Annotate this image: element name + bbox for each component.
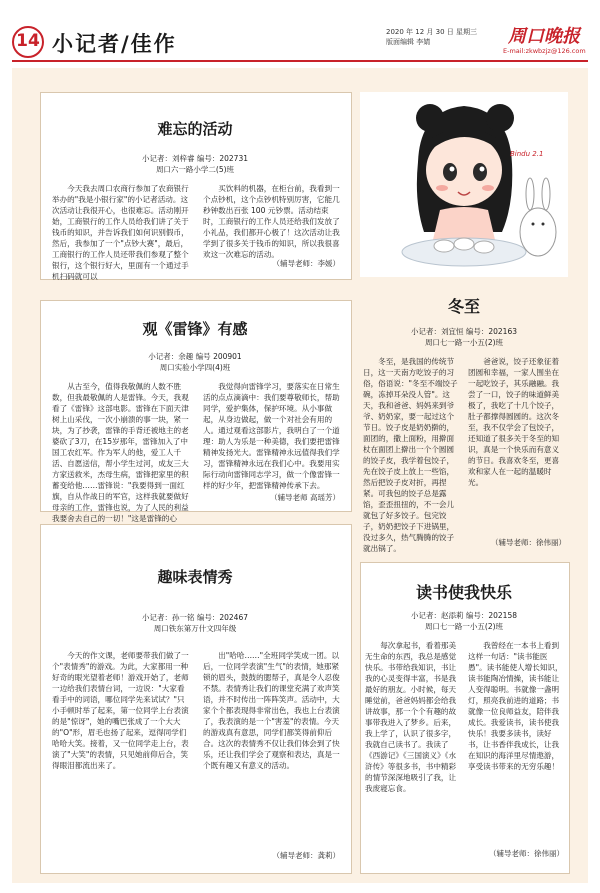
article-teacher-1: （辅导老师：李媛） bbox=[272, 259, 340, 268]
page-header bbox=[0, 0, 600, 62]
girl-dumplings-illustration bbox=[360, 92, 568, 277]
article-byline-4: 小记者：刘宜恒 编号：202163 bbox=[410, 327, 517, 336]
article-school-3: 周口铁东第万什文四年级 bbox=[153, 624, 237, 633]
article-title-2: 观《雷锋》有感 bbox=[142, 320, 248, 338]
article-title-3: 趣味表情秀 bbox=[157, 568, 233, 586]
article-body-2-col2: 我觉得向雷锋学习，要落实在日常生活的点点滴滴中：我们要尊敬师长，帮助同学，爱护集体，保护环境。从小事做起，从身边做起，做一个对社会有用的人。通过观看这部影片，我明白了一个道理：助人为乐是一种美德，我们要把雷锋精神发扬光大。雷锋精神永远值得我们学习，雷锋精神永远在我们心中。我要用实际行动向雷锋同志学习，做一个像雷锋一样的好少年，把雷锋精神传承下去。 bbox=[203, 382, 340, 490]
article-body-2-col1: 从古至今，值得我敬佩的人数不胜数，但我最敬佩的人是雷锋。今天，我观看了《雷锋》这部电影。雷锋在下面天津树上山采伐，一次小崩溃的事一块，紧一块，为了抄袭，雷锋的手背还被地主的老婆砍了3刀，在15岁那年，雷锋加入了中国工农红军。作为军人的他，爱工人千活、自愿送信，帮小学生过河，成友三大方家送救米，杰母生病，雷锋把家里的积蓄变给他……雷锋说："我要得到一面红旗，自从作战日的军官，这样我就要做好母亲的工作，雷锋也说，为了人民的利益我要舍去自己的一切！"这是雷锋的心 bbox=[52, 382, 189, 523]
article-teacher-2: （辅导老师 高瑶芳） bbox=[270, 493, 340, 502]
article-teacher-3: （辅导老师：龚莉） bbox=[272, 851, 340, 860]
issue-meta bbox=[386, 27, 483, 47]
header-divider bbox=[12, 60, 588, 62]
article-body-5-col1: 每次拿起书，看着那美无生命的东西，我总是感觉快乐。书带给我知识，书让我的心灵变得丰富，书是我最好的朋友。小时候，每天睡觉前，爸爸妈妈都会给我讲故事，那一个个有趣的故事带我进入了梦乡。后来，我上学了，认识了很多字，我就自己读书了。我读了《西游记》《三国演义》《水浒传》等很多书，书中精彩的情节深深地吸引了我，让我废寝忘食。 bbox=[365, 641, 457, 793]
section-title: 小记者/佳作 bbox=[52, 31, 177, 56]
illustration-signature: Bindu 2.1 bbox=[510, 150, 544, 158]
page-editor: 版面编辑 李婧 bbox=[386, 38, 431, 46]
article-body-4-col1: 冬至，是我国的传统节日，这一天南方吃饺子的习俗，俗语说："冬至不端饺子碗，冻掉耳朵没人管"。这天，我和爸爸、妈妈来到爷爷、奶奶家，要一起过这个节日。饺子皮是奶奶擀的，面团的，撒上面粉，用擀面杖在面团上擀出一个个圆圆的饺子皮，我学着包饺子，先在饺子皮上放上一些馅，然后把饺子皮对折，再捏紧。可我包的饺子总是露馅，歪歪扭扭的，不一会儿就包了好多饺子。包完饺子，奶奶把饺子下进锅里，没过多久，热气腾腾的饺子就出锅了。 bbox=[363, 357, 458, 553]
issue-date: 2020 年 12 月 30 日 星期三 bbox=[386, 28, 477, 36]
article-title-4: 冬至 bbox=[447, 297, 480, 316]
article-byline-5: 小记者：赵添莉 编号：202158 bbox=[410, 611, 517, 620]
article-teacher-4: （辅导老师：徐伟丽） bbox=[491, 538, 566, 547]
article-teacher-5: （辅导老师：徐伟丽） bbox=[489, 849, 564, 858]
article-title-5: 读书使我快乐 bbox=[415, 583, 512, 602]
article-school-2: 周口实验小学四(4)班 bbox=[159, 363, 231, 372]
newspaper-logo: 周口晚报 bbox=[508, 26, 580, 47]
article-byline-1: 小记者：刘梓睿 编号：202731 bbox=[141, 154, 248, 163]
article-body-3-col1: 今天的作文课，老师要带我们做了一个"表情秀"的游戏。为此，大家都用一种好奇的眼光望着老师！游戏开始了，老师一边给我们表情台词，一边说："大家看看手中的词语，哪位同学先来试试？"只小手顿时举了起来，第一位同学上台表演的是"惊讶"，她的嘴巴张成了一个大大的"O"形，眉毛也扬了起来，逗得同学们哈哈大笑。接着，又一位同学走上台，表演了"大笑"的表情，只见她前仰后合，笑得眼泪都流出来了。 bbox=[52, 651, 189, 770]
article-byline-3: 小记者：孙一铭 编号：202467 bbox=[141, 613, 248, 622]
article-body-1-col2: 买饮料的机器，在柜台前，我看到一个点钞机，这个点钞机特别厉害，它能几秒钟数出百张 100 元钞票。活动结束时，工商银行的工作人员还给我们发放了小礼品，我们都开心极了！这次活动让我学到了很多关于钱币的知识，所以我很喜欢这一次难忘的活动。 bbox=[203, 184, 340, 259]
article-school-1: 周口六一路小学二(5)班 bbox=[155, 165, 235, 174]
page-number: 14 bbox=[12, 26, 44, 58]
article-body-5-col2: 我曾经在一本书上看到这样一句话："读书能医愚"。读书能使人增长知识，读书能陶冶情操，读书能让人变得聪明。书就像一盏明灯，照亮我前进的道路；书就像一位良师益友，陪伴我成长。我爱读书，读书使我快乐！我要多读书，读好书，让书香伴我成长，让我在知识的海洋里尽情遨游，享受读书带来的无穷乐趣！ bbox=[468, 641, 563, 771]
article-body-1-col1: 今天我去周口农商行参加了农商银行举办的"我是小银行家"的小记者活动。这次活动让我很开心，也很难忘。活动刚开始，工商银行的工作人员给我们讲了关于钱币的知识，并告诉我们如何识别假币，然后，我参加了一个"点钞大赛"，最后，工商银行的工作人员还带我们参观了整个银行，这个银行好大，里面有一个通过手机扫码就可以 bbox=[52, 184, 189, 281]
article-byline-2: 小记者：余趣 编号 200901 bbox=[148, 352, 242, 361]
article-title-1: 难忘的活动 bbox=[157, 120, 233, 138]
article-body-4-col2: 爸爸说，饺子还象征着团圆和幸福，一家人围坐在一起吃饺子，其乐融融。我尝了一口，饺子的味道鲜美极了，我吃了十几个饺子，肚子都撑得圆圆的。这次冬至，我不仅学会了包饺子，还知道了很多关于冬至的知识，真是一个快乐而有意义的节日。我喜欢冬至，更喜欢和家人在一起的温暖时光。 bbox=[468, 357, 560, 487]
article-school-4: 周口七一路一小五(2)班 bbox=[424, 338, 504, 347]
article-school-5: 周口七一路一小五(2)班 bbox=[424, 622, 504, 631]
contact-email: E-mail:zkwbzjz@126.com bbox=[503, 47, 586, 55]
article-body-3-col2: 出"哈哈……"全班同学笑成一团。以后，一位同学表演"生气"的表情，她那紧锁的眉头，鼓鼓的腮帮子，真是令人忍俊不禁。表情秀让我们的课堂充满了欢声笑语，并不时传出一阵阵笑声。活动中，大家个个都表现得非常出色，我也上台表演了，我表演的是一个"害羞"的表情。今天的游戏真有意思，同学们都笑得前仰后合。这次的表情秀不仅让我们体会到了快乐，还让我们学会了观察和表达，真是一个既有趣又有意义的活动。 bbox=[203, 651, 340, 770]
